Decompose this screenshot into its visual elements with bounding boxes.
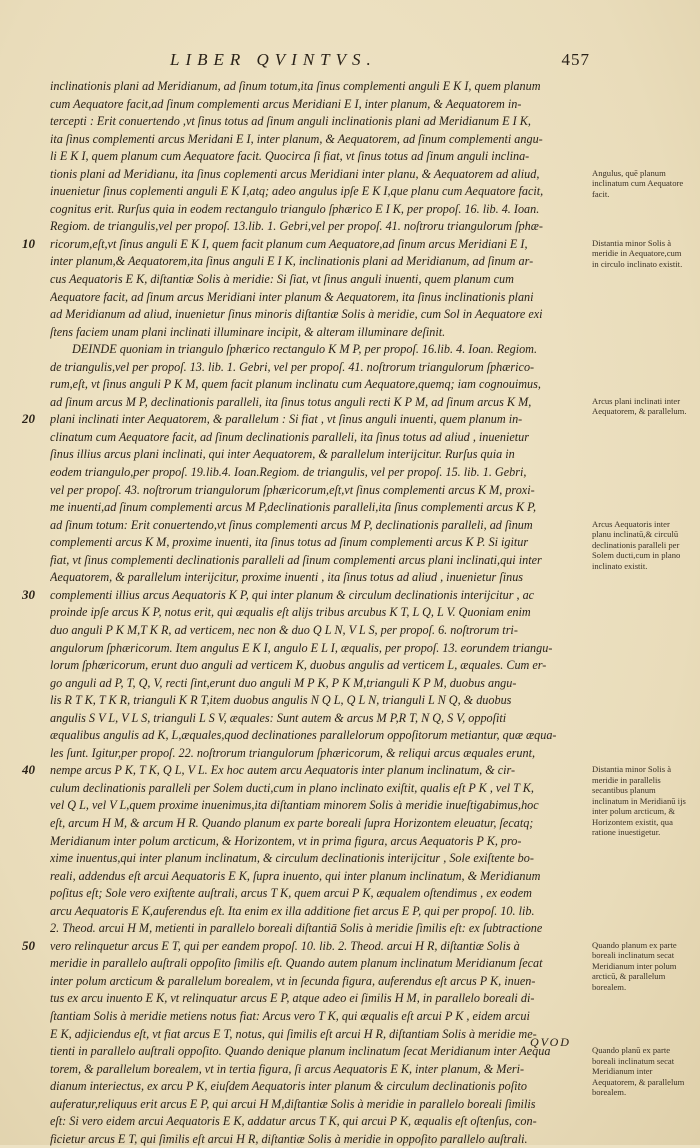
text-line: tionis plani ad Meridianu, ita ſinus coplementi arcus Meridiani inter planu, & Aequatorem ad aliud, [50, 166, 540, 181]
line-number: 20 [22, 411, 35, 427]
text-line: 2. Theod. arcui H M, metienti in parallelo boreali diſtantiā Solis à meridie ſimilis eſt: ex ſubtractione [50, 921, 543, 936]
text-line: complementi illius arcus Aequatoris K P, qui inter planum & circulum declinationis interijcitur , ac [50, 587, 535, 602]
text-line: torem, & parallelum borealem, vt in tertia figura, ſi arcus Aequatoris E K, inter planum, & Meri- [50, 1061, 525, 1076]
text-line: inter polum arcticum & parallelum borealem, vt in ſecunda figura, auferendus eſt arcus P K, inuen- [50, 973, 536, 988]
text-line: inclinationis plani ad Meridianum, ad ſinum totum,ita ſinus complementi anguli E K I, quem planum [50, 79, 541, 93]
text-line: lorum ſphæricorum, erunt duo anguli ad verticem K, duobus angulis ad verticem L, æquales. Cum er- [50, 658, 547, 673]
text-line: complementi arcus K M, proxime inuenti, ita ſinus totus ad ſinum complementi arcus K P. Si igitur [50, 535, 529, 550]
text-line: inter planum,& Aequatorem,ita ſinus anguli E I K, inclinationis plani ad Meridianum, ad ſinum ar- [50, 254, 534, 269]
margin-note: Quando planū ex parte boreali inclinatum secat Meridianum inter Aequatorem, & parallelum borealem. [592, 1045, 685, 1098]
text-line: xime inuentus,qui inter planum inclinatum, & circulum declinationis interijcitur , Sole exiſtente bo- [50, 851, 534, 866]
text-line: plani inclinati inter Aequatorem, & parallelum : Si fiat , vt ſinus anguli inuenti, quem planum in- [50, 412, 523, 427]
text-line: ad Meridianum ad aliud, inuenietur ſinus minoris diſtantiæ Solis à meridie, cum Sol in Aequatore exi [50, 307, 543, 322]
margin-note: Angulus, quē planum inclinatum cum Aequatore facit. [592, 167, 684, 199]
text-line: cum Aequatore facit,ad ſinum complementi arcus Meridiani E I, inter planum, & Aequatorem in- [50, 96, 522, 111]
text-line: eodem triangulo,per propoſ. 19.lib.4. Ioan.Regiom. de triangulis, vel per propoſ. 15. lib. 1. Gebri, [50, 465, 527, 480]
text-line: ſtantiam Solis à meridie metiens notus fiat: Arcus vero T K, qui æqualis eſt arcui P K , eidem arcui [50, 1008, 530, 1023]
text-line: de triangulis,vel per propoſ. 13. lib. 1. Gebri, vel per propoſ. 41. noſtrorum triangulorum ſphærico- [50, 359, 535, 374]
text-line: reali, addendus eſt arcui Aequatoris E K, ſupra inuento, qui inter planum inclinatum, & Meridianum [50, 868, 541, 883]
text-line: ricorum,eſt,vt ſinus anguli E K I, quem facit planum cum Aequatore,ad ſinum arcus Meridiani E I, [50, 236, 528, 251]
text-line: duo anguli P K M,T K R, ad verticem, nec non & duo Q L N, V L S, per propoſ. 6. noſtrorum tri- [50, 622, 518, 637]
margin-note: Quando planum ex parte boreali inclinatum secat Meridianum inter polum arcticū, & parallelum borealem. [592, 939, 677, 992]
text-line: me inuenti,ad ſinum complementi arcus M P,declinationis paralleli,ita ſinus complementi arcus K P, [50, 500, 537, 515]
text-line: Regiom. de triangulis,vel per propoſ. 13.lib. 1. Gebri,vel per propoſ. 41. noſtroru triangulorum ſphæ- [50, 219, 543, 234]
main-text-block [50, 78, 586, 1148]
text-line: Meridianum inter polum arcticum, & Horizontem, vt in prima figura, arcus Aequatoris P K, pro- [50, 833, 522, 848]
line-number: 30 [22, 586, 35, 602]
text-line: culum declinationis paralleli per Solem ducti,cum in plano inclinato exiſtit, qualis eſt P K , vel T K, [50, 780, 534, 795]
text-line: cus Aequatoris E K, diſtantiæ Solis à meridie: Si ſiat, vt ſinus anguli inuenti, quem planum cum [50, 272, 514, 287]
text-line: li E K I, quem planum cum Aequatore facit. Quocirca ſi fiat, vt ſinus totus ad ſinum anguli inclina- [50, 149, 530, 164]
text-line: vel Q L, vel V L,quem proxime inuenimus,ita diſtantiam minorem Solis à meridie inueſtigabimus,hoc [50, 798, 539, 813]
text-line: poſitus eſt; Sole vero exiſtente auſtrali, arcus T K, quem arcui P K, æqualem oſtendimus , ex eodem [50, 886, 532, 901]
text-line: tienti in parallelo auſtrali oppoſito. Quando denique planum inclinatum ſecat Meridianum inter Aequa [50, 1044, 551, 1059]
text-line: Aequatore facit, ad ſinum arcus Meridiani inter planum & Aequatorem, ita ſinus inclinationis plani [50, 289, 534, 304]
text-line: auferatur,reliquus erit arcus E P, qui arcui H M,diſtantiæ Solis à meridie in parallelo boreali ſimilis [50, 1096, 536, 1111]
text-line: lis R T K, T K R, trianguli K R T,item duobus angulis N Q L, Q L N, trianguli L N Q, & duobus [50, 693, 512, 708]
text-line: DEINDE quoniam in triangulo ſphærico rectangulo K M P, per propoſ. 16.lib. 4. Ioan. Regiom. [72, 342, 538, 357]
page-number: 457 [561, 50, 590, 69]
text-line: nempe arcus P K, T K, Q L, V L. Ex hoc autem arcu Aequatoris inter planum inclinatum, & cir- [50, 763, 516, 778]
running-title: LIBER QVINTVS. [170, 50, 377, 69]
text-line: E K, adjiciendus eſt, vt fiat arcus E T, notus, qui ſimilis eſt arcui H R, diſtantiam Solis à meridie me- [50, 1026, 537, 1041]
text-line: eſt: Si vero eidem arcui Aequatoris E K, addatur arcus T K, qui arcui P K, æqualis eſt oſtenſus, con- [50, 1114, 537, 1129]
text-line: rum,eſt, vt ſinus anguli P K M, quem facit planum inclinatu cum Aequatore,quemq; iam cognouimus, [50, 377, 541, 392]
text-line: go anguli ad P, T, Q, V, recti ſint,erunt duo anguli M P K, P K M,trianguli K P M, duobus angu- [50, 675, 517, 690]
line-number: 10 [22, 235, 35, 251]
text-line: cognitus erit. Rurſus quia in eodem rectangulo triangulo ſphærico E I K, per propoſ. 16. lib. 4. Ioan. [50, 201, 540, 216]
text-line: æqualibus angulis ad K, L,æquales,quod declinationes parallelorum oppoſitorum metiantur, quæ æqua- [50, 728, 557, 743]
text-line: arcu Aequatoris E K,auferendus eſt. Ita enim ex illa additione fiet arcus E P, qui per propoſ. 10. lib. [50, 903, 535, 918]
text-line: tus ex arcu inuento E K, vt relinquatur arcus E P, atque adeo ei ſimilis H M, in parallelo boreali di- [50, 991, 535, 1006]
text-line: vel per propoſ. 43. noſtrorum triangulorum ſphæricorum,eſt,vt ſinus complementi arcus K M, proxi- [50, 482, 535, 497]
text-line: proinde ipſe arcus K P, notus erit, qui æqualis eſt alijs tribus arcubus K T, L Q, L V. Quoniam enim [50, 605, 531, 620]
text-line: tercepti : Erit conuertendo ,vt ſinus totus ad ſinum anguli inclinationis plani ad Meridianum E I K, [50, 114, 531, 129]
text-line: ita ſinus complementi arcus Meridani E I, inter planum, & Aequatorem, ad ſinum complementi angu- [50, 131, 543, 146]
catchword: QVOD [530, 1035, 571, 1049]
text-line: ficietur arcus E T, qui ſimilis eſt arcui H R, diſtantiæ Solis à meridie in oppoſito parallelo auſtrali. [50, 1131, 528, 1146]
margin-note: Distantia minor Solis à meridie in Aequatore,cum in circulo inclinato existit. [592, 237, 683, 269]
text-line: dianum interiectus, ex arcu P K, eiuſdem Aequatoris inter planum & circulum declinationis poſito [50, 1079, 527, 1094]
text-line: ad ſinum arcus M P, declinationis paralleli, ita ſinus totus anguli recti K P M, ad ſinum arcus K M, [50, 394, 532, 409]
text-line: angulorum ſphæricorum. Item angulus E K I, angulo E L I, æqualis, per propoſ. 13. eorundem triangu- [50, 640, 553, 655]
text-line: vero relinquetur arcus E T, qui per eandem propoſ. 10. lib. 2. Theod. arcui H R, diſtantiæ Solis à [50, 938, 520, 953]
text-line: Aequatorem, & parallelum interijcitur, proxime inuenti , ita ſinus totus ad aliud , inuenietur ſinus [50, 570, 524, 585]
text-line: inuenietur ſinus coplementi anguli E K I,atq; adeo angulus ipſe E K I,que planu cum Aequatore facit, [50, 184, 544, 199]
text-line: eſt, arcum H M, & arcum H R. Quando planum ex parte boreali ſupra Horizontem eleuatur, ſecatq; [50, 815, 534, 830]
text-line: les ſunt. Igitur,per propoſ. 22. noſtrorum triangulorum ſphæricorum, & reliqui arcus æquales erunt, [50, 745, 536, 760]
line-number: 40 [22, 762, 35, 778]
text-line: angulis S V L, V L S, trianguli L S V, æquales: Sunt autem & arcus M P,R T, N Q, S V, oppoſiti [50, 710, 507, 725]
margin-note: Distantia minor Solis à meridie in parallelis secantibus planum inclinatum in Meridianū ijs inter polum arcticum, & Horizontem existit, qua ratione inuestigetur. [592, 764, 686, 838]
text-line: ſtens faciem unam plani inclinati illuminare incipit, & alteram illuminare deſinit. [50, 324, 446, 339]
margin-note: Arcus plani inclinati inter Aequatorem, & parallelum. [592, 395, 687, 417]
text-line: ſinus illius arcus plani inclinati, qui inter Aequatorem, & parallelum interijcitur. Rurſus quia in [50, 447, 515, 462]
text-line: ad ſinum totum: Erit conuertendo,vt ſinus complementi arcus M P, declinationis paralleli, ad ſinum [50, 517, 533, 532]
line-number: 50 [22, 937, 35, 953]
text-line: fiat, vt ſinus complementi declinationis paralleli ad ſinum complementi arcus plani inclinati,qui inter [50, 552, 542, 567]
text-line: clinatum cum Aequatore facit, ad ſinum declinationis paralleli, ita ſinus totus ad aliud , inuenietur [50, 429, 530, 444]
text-line: meridie in parallelo auſtrali oppoſito ſimilis eſt. Quando autem planum inclinatum Meridianum ſecat [50, 956, 543, 971]
margin-note: Arcus Aequatoris inter planu inclinatū,& circulū declinationis paralleli per Solem ducti,cum in plano inclinato existit. [592, 518, 681, 571]
